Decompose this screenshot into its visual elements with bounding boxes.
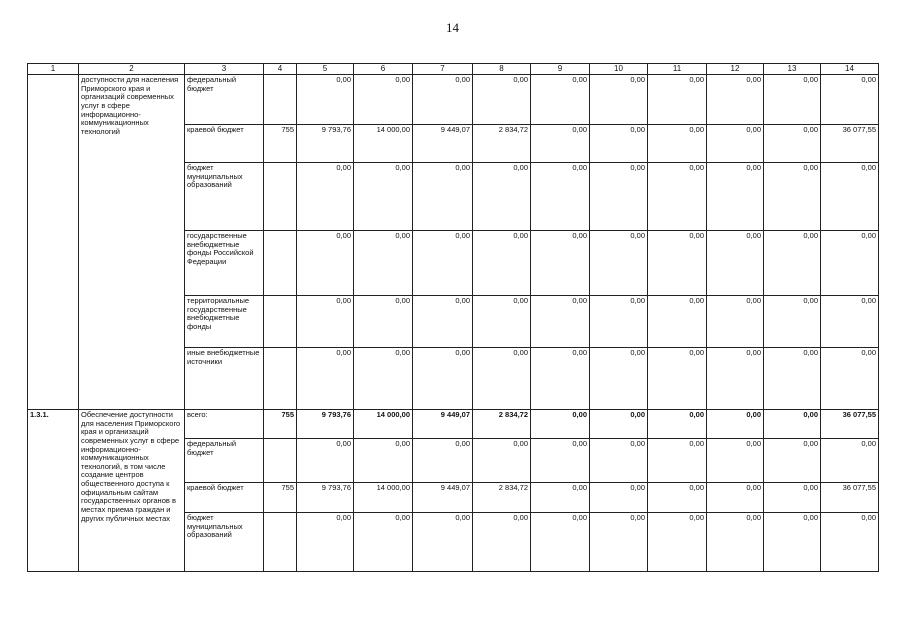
amount-cell: 0,00 (473, 513, 531, 572)
amount-cell: 0,00 (297, 513, 354, 572)
amount-cell: 0,00 (297, 296, 354, 348)
amount-cell: 0,00 (707, 231, 764, 296)
amount-cell: 0,00 (297, 348, 354, 410)
amount-cell: 0,00 (531, 348, 590, 410)
item-description: доступности для населения Приморского края и организаций современных услуг в сфере информационно-коммуникационных технологий (79, 75, 185, 410)
col-header: 12 (707, 64, 764, 75)
amount-cell: 0,00 (764, 483, 821, 513)
amount-cell: 0,00 (473, 75, 531, 125)
budget-code (264, 296, 297, 348)
budget-code (264, 163, 297, 231)
amount-cell: 0,00 (531, 483, 590, 513)
amount-cell: 0,00 (648, 231, 707, 296)
header-row (28, 64, 879, 75)
page-number: 14 (446, 20, 459, 35)
col-header: 6 (354, 64, 413, 75)
amount-cell: 0,00 (648, 348, 707, 410)
amount-cell: 0,00 (648, 163, 707, 231)
amount-cell: 0,00 (648, 296, 707, 348)
amount-cell: 0,00 (413, 75, 473, 125)
amount-cell: 0,00 (531, 75, 590, 125)
amount-cell: 0,00 (590, 410, 648, 439)
amount-cell: 0,00 (354, 75, 413, 125)
amount-cell: 9 793,76 (297, 125, 354, 163)
amount-cell: 0,00 (297, 75, 354, 125)
amount-cell: 0,00 (531, 410, 590, 439)
amount-cell: 0,00 (821, 513, 879, 572)
amount-cell: 2 834,72 (473, 410, 531, 439)
funding-source: федеральный бюджет (185, 75, 264, 125)
amount-cell: 0,00 (297, 163, 354, 231)
funding-source: иные внебюджетные источники (185, 348, 264, 410)
amount-cell: 0,00 (413, 439, 473, 483)
amount-cell: 0,00 (764, 231, 821, 296)
col-header: 11 (648, 64, 707, 75)
amount-cell: 0,00 (354, 163, 413, 231)
amount-cell: 0,00 (473, 231, 531, 296)
funding-source: бюджет муниципальных образований (185, 513, 264, 572)
amount-cell: 0,00 (590, 439, 648, 483)
amount-cell: 36 077,55 (821, 125, 879, 163)
amount-cell: 0,00 (764, 125, 821, 163)
budget-code (264, 231, 297, 296)
amount-cell: 0,00 (531, 513, 590, 572)
amount-cell: 0,00 (707, 513, 764, 572)
funding-source: федеральный бюджет (185, 439, 264, 483)
col-header: 3 (185, 64, 264, 75)
amount-cell: 14 000,00 (354, 483, 413, 513)
col-header: 4 (264, 64, 297, 75)
col-header: 13 (764, 64, 821, 75)
amount-cell: 0,00 (648, 125, 707, 163)
item-description: Обеспечение доступности для населения Приморского края и организаций современных услуг в сфере информационно-коммуникационных технологий, в том числе создание центров общественного доступа к официальным сайтам государственных органов в местах приема граждан и других публичных местах (79, 410, 185, 572)
amount-cell: 0,00 (707, 439, 764, 483)
amount-cell: 0,00 (590, 125, 648, 163)
amount-cell: 0,00 (821, 296, 879, 348)
amount-cell: 0,00 (354, 348, 413, 410)
amount-cell: 9 449,07 (413, 483, 473, 513)
amount-cell: 0,00 (648, 483, 707, 513)
amount-cell: 0,00 (821, 163, 879, 231)
amount-cell: 0,00 (648, 513, 707, 572)
amount-cell: 0,00 (707, 163, 764, 231)
budget-table (27, 63, 879, 572)
amount-cell: 0,00 (590, 231, 648, 296)
col-header: 5 (297, 64, 354, 75)
amount-cell: 0,00 (764, 513, 821, 572)
amount-cell: 36 077,55 (821, 410, 879, 439)
amount-cell: 0,00 (590, 348, 648, 410)
amount-cell: 0,00 (413, 163, 473, 231)
funding-source: краевой бюджет (185, 483, 264, 513)
amount-cell: 9 793,76 (297, 483, 354, 513)
amount-cell: 0,00 (707, 483, 764, 513)
amount-cell: 0,00 (473, 163, 531, 231)
funding-source: государственные внебюджетные фонды Российской Федерации (185, 231, 264, 296)
amount-cell: 2 834,72 (473, 483, 531, 513)
table-row (28, 410, 879, 439)
col-header: 7 (413, 64, 473, 75)
item-number: 1.3.1. (28, 410, 79, 572)
amount-cell: 0,00 (707, 410, 764, 439)
amount-cell: 0,00 (590, 513, 648, 572)
amount-cell: 0,00 (413, 296, 473, 348)
amount-cell: 0,00 (354, 296, 413, 348)
amount-cell: 0,00 (590, 75, 648, 125)
funding-source: краевой бюджет (185, 125, 264, 163)
amount-cell: 0,00 (531, 163, 590, 231)
amount-cell: 0,00 (764, 439, 821, 483)
amount-cell: 0,00 (707, 75, 764, 125)
col-header: 14 (821, 64, 879, 75)
col-header: 9 (531, 64, 590, 75)
item-number (28, 75, 79, 410)
amount-cell: 0,00 (764, 296, 821, 348)
amount-cell: 0,00 (648, 439, 707, 483)
amount-cell: 36 077,55 (821, 483, 879, 513)
amount-cell: 0,00 (413, 348, 473, 410)
amount-cell: 0,00 (354, 439, 413, 483)
amount-cell: 0,00 (821, 348, 879, 410)
col-header: 8 (473, 64, 531, 75)
amount-cell: 0,00 (764, 163, 821, 231)
budget-code: 755 (264, 410, 297, 439)
amount-cell: 0,00 (590, 163, 648, 231)
amount-cell: 0,00 (297, 439, 354, 483)
budget-code (264, 348, 297, 410)
funding-source: всего: (185, 410, 264, 439)
amount-cell: 0,00 (821, 75, 879, 125)
amount-cell: 0,00 (707, 296, 764, 348)
amount-cell: 0,00 (473, 348, 531, 410)
amount-cell: 0,00 (473, 439, 531, 483)
amount-cell: 9 793,76 (297, 410, 354, 439)
amount-cell: 14 000,00 (354, 125, 413, 163)
amount-cell: 0,00 (707, 348, 764, 410)
amount-cell: 0,00 (413, 231, 473, 296)
budget-code (264, 513, 297, 572)
amount-cell: 0,00 (531, 125, 590, 163)
amount-cell: 0,00 (764, 348, 821, 410)
amount-cell: 0,00 (590, 483, 648, 513)
amount-cell: 0,00 (821, 439, 879, 483)
col-header: 1 (28, 64, 79, 75)
amount-cell: 0,00 (531, 296, 590, 348)
amount-cell: 2 834,72 (473, 125, 531, 163)
amount-cell: 0,00 (413, 513, 473, 572)
budget-code: 755 (264, 483, 297, 513)
amount-cell: 14 000,00 (354, 410, 413, 439)
funding-source: территориальные государственные внебюджетные фонды (185, 296, 264, 348)
amount-cell: 9 449,07 (413, 410, 473, 439)
amount-cell: 0,00 (531, 231, 590, 296)
amount-cell: 0,00 (764, 75, 821, 125)
amount-cell: 0,00 (531, 439, 590, 483)
amount-cell: 0,00 (354, 231, 413, 296)
amount-cell: 0,00 (590, 296, 648, 348)
amount-cell: 0,00 (648, 75, 707, 125)
amount-cell: 0,00 (297, 231, 354, 296)
budget-code (264, 75, 297, 125)
amount-cell: 0,00 (707, 125, 764, 163)
budget-code: 755 (264, 125, 297, 163)
funding-source: бюджет муниципальных образований (185, 163, 264, 231)
amount-cell: 0,00 (354, 513, 413, 572)
col-header: 2 (79, 64, 185, 75)
amount-cell: 0,00 (764, 410, 821, 439)
amount-cell: 0,00 (821, 231, 879, 296)
budget-code (264, 439, 297, 483)
amount-cell: 0,00 (473, 296, 531, 348)
amount-cell: 0,00 (648, 410, 707, 439)
col-header: 10 (590, 64, 648, 75)
table-row (28, 75, 879, 125)
amount-cell: 9 449,07 (413, 125, 473, 163)
